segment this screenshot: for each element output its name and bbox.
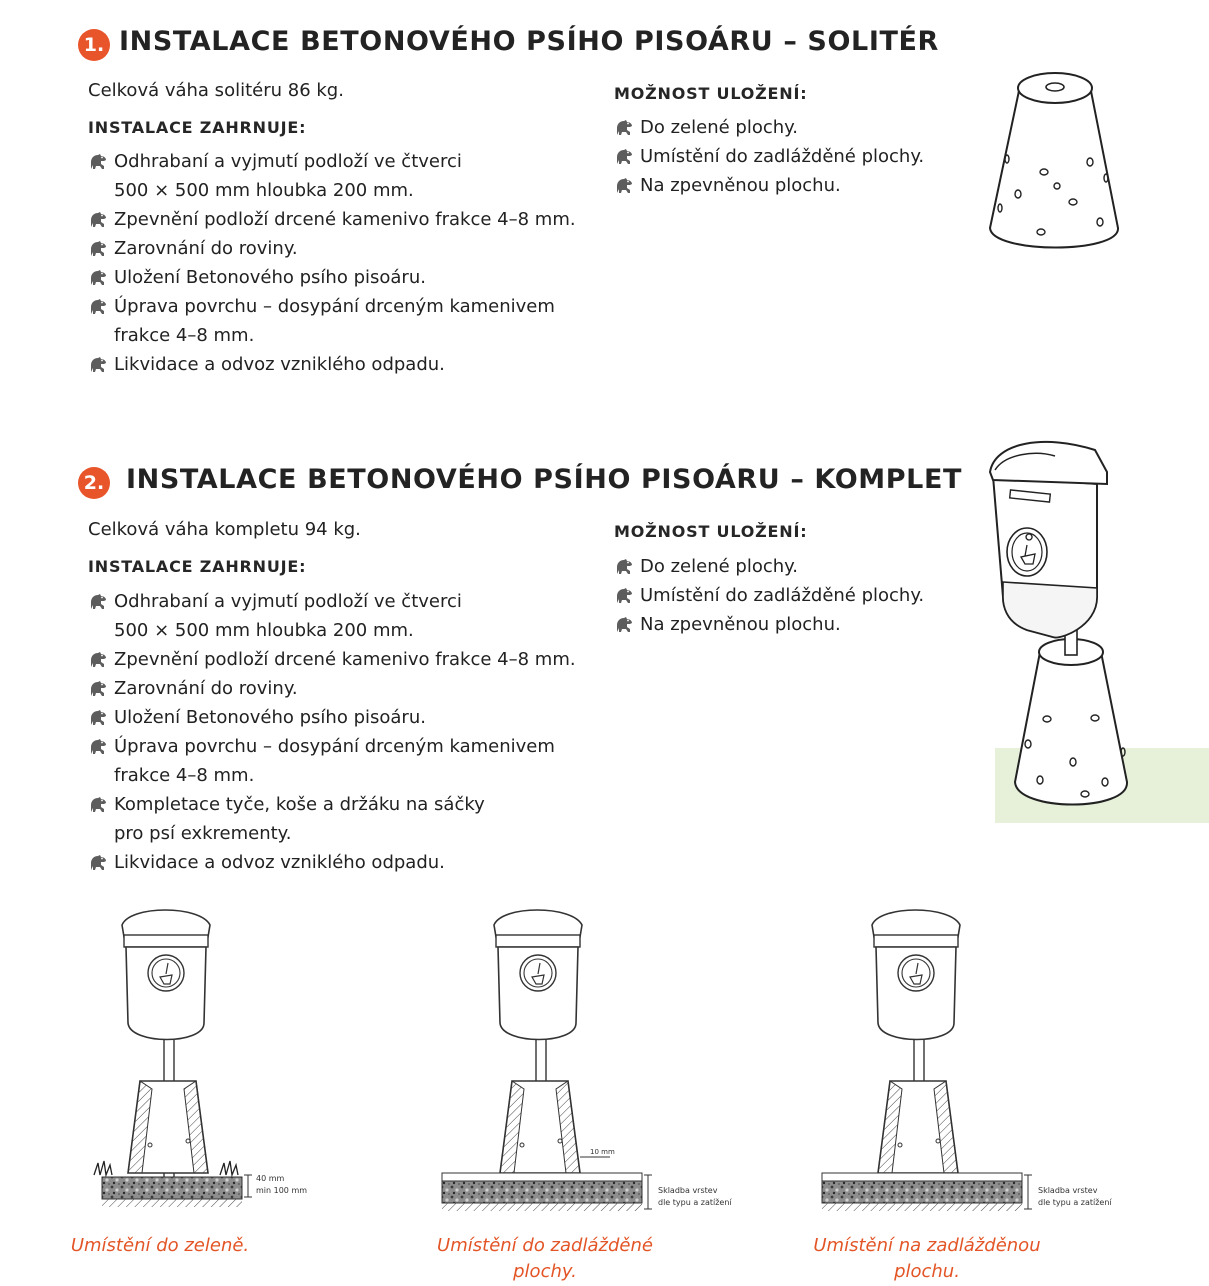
section2-includes-heading: INSTALACE ZAHRNUJE: [88,557,307,576]
list-item: Kompletace tyče, koše a držáku na sáčky [88,790,608,819]
list-item: Umístění do zadlážděné plochy. [614,142,974,171]
dog-bullet-icon [88,680,108,698]
complete-set-illustration [985,432,1135,817]
dog-bullet-icon [614,119,634,137]
diagram-green-area [80,905,340,1225]
dog-bullet-icon [88,651,108,669]
list-item: Odhrabaní a vyjmutí podloží ve čtverci [88,587,608,616]
dog-bullet-icon [614,558,634,576]
list-item: Uložení Betonového psího pisoáru. [88,703,608,732]
section1-weight: Celková váha solitéru 86 kg. [88,80,344,101]
diagram3-caption [787,1233,1067,1285]
section1-number-badge: 1. [78,29,110,61]
dog-bullet-icon [614,616,634,634]
dog-bullet-icon [88,796,108,814]
list-item: Zpevnění podloží drcené kamenivo frakce 4–8 mm. [88,205,608,234]
caption-line: Umístění do zeleně. [70,1235,250,1256]
list-item-continuation: frakce 4–8 mm. [114,325,255,346]
list-item: Zarovnání do roviny. [88,234,608,263]
dog-bullet-icon [88,269,108,287]
section2-title: INSTALACE BETONOVÉHO PSÍHO PISOÁRU – KOMPLET [126,464,963,495]
dog-bullet-icon [88,298,108,316]
list-item: Na zpevněnou plochu. [614,610,974,639]
section1-title: INSTALACE BETONOVÉHO PSÍHO PISOÁRU – SOLITÉR [119,26,939,57]
caption-line: plochu. [894,1261,960,1282]
section2-number-badge: 2. [78,467,110,499]
diagram1-dim-label-2: min 100 mm [256,1186,308,1195]
list-item: Uložení Betonového psího pisoáru. [88,263,608,292]
list-item: Do zelené plochy. [614,113,974,142]
dog-bullet-icon [88,738,108,756]
solitaire-cone-illustration [980,62,1130,262]
dog-bullet-icon [88,211,108,229]
list-item: Na zpevněnou plochu. [614,171,974,200]
diagram3-dim-label-2: dle typu a zatížení [1038,1198,1112,1207]
list-item: Úprava povrchu – dosypání drceným kamenivem [88,292,608,321]
diagram2-dim-top-label: 10 mm [590,1148,615,1156]
diagram2-dim-label-1: Skladba vrstev [658,1186,718,1195]
diagram2-caption [405,1233,685,1285]
dog-bullet-icon [88,240,108,258]
dog-bullet-icon [614,177,634,195]
list-item-continuation: 500 × 500 mm hloubka 200 mm. [114,620,414,641]
list-item: Zpevnění podloží drcené kamenivo frakce 4–8 mm. [88,645,608,674]
list-item: Odhrabaní a vyjmutí podloží ve čtverci [88,147,608,176]
dog-bullet-icon [614,587,634,605]
list-item: Zarovnání do roviny. [88,674,608,703]
list-item: Do zelené plochy. [614,552,974,581]
diagram1-caption [40,1233,280,1259]
diagram2-dim-label-2: dle typu a zatížení [658,1198,732,1207]
list-item-continuation: 500 × 500 mm hloubka 200 mm. [114,180,414,201]
section2-options-heading: MOŽNOST ULOŽENÍ: [614,522,808,541]
section1-options-list [614,113,974,200]
diagram-on-paved-area [820,905,1140,1225]
list-item: Umístění do zadlážděné plochy. [614,581,974,610]
list-item-continuation: pro psí exkrementy. [114,823,292,844]
section1-options-heading: MOŽNOST ULOŽENÍ: [614,84,808,103]
section1-includes-list [88,147,608,379]
dog-bullet-icon [88,593,108,611]
dog-bullet-icon [88,709,108,727]
diagram-paved-area [440,905,760,1225]
dog-bullet-icon [88,854,108,872]
section2-options-list [614,552,974,639]
section1-includes-heading: INSTALACE ZAHRNUJE: [88,118,307,137]
caption-line: plochy. [513,1261,577,1282]
list-item: Úprava povrchu – dosypání drceným kamenivem [88,732,608,761]
list-item-continuation: frakce 4–8 mm. [114,765,255,786]
dog-bullet-icon [88,153,108,171]
caption-line: Umístění na zadlážděnou [813,1235,1041,1256]
diagram3-dim-label-1: Skladba vrstev [1038,1186,1098,1195]
section2-weight: Celková váha kompletu 94 kg. [88,519,361,540]
section2-includes-list [88,587,608,877]
diagram1-dim-label-1: 40 mm [256,1174,285,1183]
caption-line: Umístění do zadlážděné [437,1235,653,1256]
dog-bullet-icon [88,356,108,374]
list-item: Likvidace a odvoz vzniklého odpadu. [88,848,608,877]
list-item: Likvidace a odvoz vzniklého odpadu. [88,350,608,379]
dog-bullet-icon [614,148,634,166]
